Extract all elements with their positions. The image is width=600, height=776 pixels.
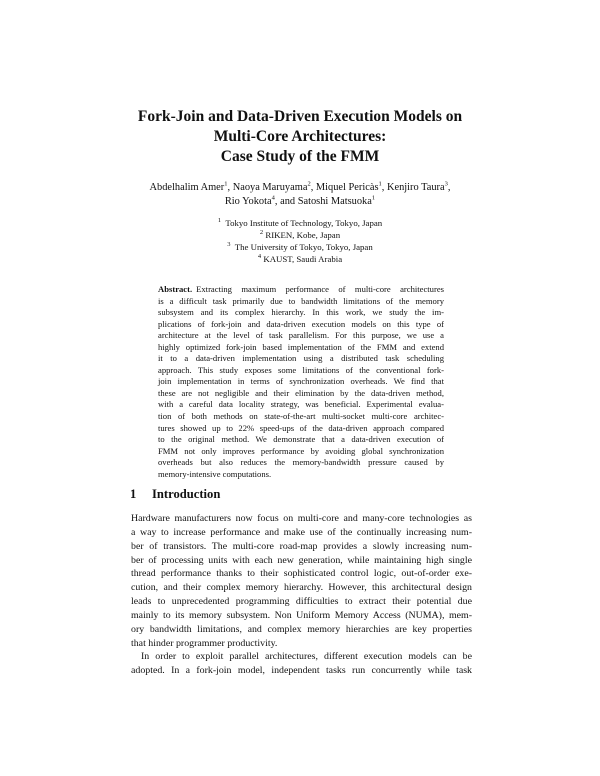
affiliation-mark: 4 [257, 253, 262, 261]
abstract-line: overheads but also reduces the memory-bandwidth pressure caused by [158, 457, 444, 468]
author-name: Miquel Pericàs [315, 182, 379, 193]
affiliation [150, 229, 450, 241]
affiliation-list [150, 217, 450, 265]
affiliation-text: KAUST, Saudi Arabia [263, 254, 343, 264]
affiliation-text: RIKEN, Kobe, Japan [265, 230, 341, 240]
author-line [90, 195, 510, 209]
affiliation-mark: 2 [259, 229, 264, 237]
author-separator: , [310, 182, 316, 193]
author-name: Satoshi Matsuoka [297, 196, 372, 207]
affiliation [150, 217, 450, 229]
affiliation [150, 253, 450, 265]
body-line: leads to unprecedented programming difficulties to extract their potential due [131, 596, 472, 608]
author-name: Naoya Maruyama [232, 182, 308, 193]
author-separator: , [447, 182, 451, 193]
author-name: Kenjiro Taura [386, 182, 445, 193]
abstract-line: tures showed up to 22% speed-ups of the data-driven approach compared [158, 422, 444, 433]
abstract-line: architecture at the level of task parallelism. For this purpose, we use a [158, 330, 444, 341]
author-line [90, 181, 510, 195]
abstract-line: join implementation in terms of synchronization overheads. We find that [158, 376, 444, 387]
body-line: In order to exploit parallel architectures, different execution models can be [141, 651, 472, 663]
abstract-line: tion of both methods on state-of-the-art multi-socket multi-core architec- [158, 411, 444, 422]
body-line: ber of transistors. The multi-core road-map provides a slowly increasing num- [131, 540, 472, 552]
abstract-line: subsystem and its complex hierarchy. In this work, we study the im- [158, 307, 444, 318]
title-line: Case Study of the FMM [220, 148, 380, 165]
abstract-line: FMM not only improves performance by avoiding global synchronization [158, 445, 444, 456]
body-line: ber of processing units with each new generation, while maintaining high single [131, 554, 472, 566]
title-line: Multi-Core Architectures: [213, 128, 387, 145]
affiliation-text: The University of Tokyo, Tokyo, Japan [234, 242, 373, 252]
author-list [90, 181, 510, 209]
author-name: Abdelhalim Amer [149, 182, 225, 193]
author-mark: 4 [271, 194, 275, 202]
abstract-line: memory-intensive computations. [158, 468, 272, 479]
author-separator: , [381, 182, 387, 193]
section-heading [130, 487, 220, 502]
abstract-line: these are not negligible and their elimination by the data-driven method, [158, 387, 444, 398]
body-line: mainly to its memory subsystem. Non Uniform Memory Access (NUMA), mem- [131, 609, 472, 621]
title-line: Fork-Join and Data-Driven Execution Models on [137, 108, 463, 125]
author-separator: , and [274, 196, 298, 207]
author-mark: 1 [224, 180, 228, 188]
abstract-line [158, 284, 444, 296]
abstract-line: to the original method. We demonstrate that a data-driven execution of [158, 434, 444, 445]
section-number: 1 [130, 487, 137, 501]
body-line: ory bandwidth limitations, and complex memory hierarchies are key properties [131, 623, 472, 635]
section-title: Introduction [152, 487, 221, 501]
abstract [158, 284, 444, 480]
author-mark: 2 [307, 180, 311, 188]
paper-title [100, 107, 500, 167]
abstract-line: plications of fork-join and data-driven execution models on this type of [158, 318, 444, 329]
affiliation-mark: 3 [227, 241, 231, 249]
affiliation-mark: 1 [217, 217, 222, 225]
author-mark: 3 [444, 180, 448, 188]
body-line: adopted. In a fork-join model, independent tasks run concurrently while task [131, 665, 472, 677]
body-line: cution, and their complex memory hierarchy. However, this architectural design [131, 582, 472, 594]
abstract-line: is a difficult task primarily due to bandwidth limitations of the memory [158, 295, 444, 306]
affiliation-text: Tokyo Institute of Technology, Tokyo, Japan [225, 218, 383, 228]
abstract-line: approach. This study exposes some limitations of the conventional fork- [158, 364, 444, 375]
body-line: thread performance thanks to their sophisticated control logic, out-of-order exe- [131, 568, 472, 580]
abstract-label: Abstract. [158, 284, 193, 294]
author-separator: , [227, 182, 233, 193]
abstract-line: with a careful data locality strategy, was beneficial. Experimental evalua- [158, 399, 444, 410]
abstract-line: it to a data-driven implementation using a distributed task scheduling [158, 353, 444, 364]
affiliation [150, 241, 450, 253]
body-line: a way to increase performance and make use of the continually increasing num- [131, 526, 472, 538]
author-mark: 1 [378, 180, 382, 188]
body-text [131, 512, 472, 678]
body-line: that hinder programmer productivity. [131, 637, 278, 649]
author-mark: 1 [371, 194, 376, 202]
body-line: Hardware manufacturers now focus on multi-core and many-core technologies as [131, 513, 472, 524]
abstract-line: highly optimized fork-join based implementation of the FMM and extend [158, 341, 444, 352]
abstract-text: Extracting maximum performance of multi-core architectures [196, 284, 444, 294]
author-name: Rio Yokota [224, 196, 272, 207]
